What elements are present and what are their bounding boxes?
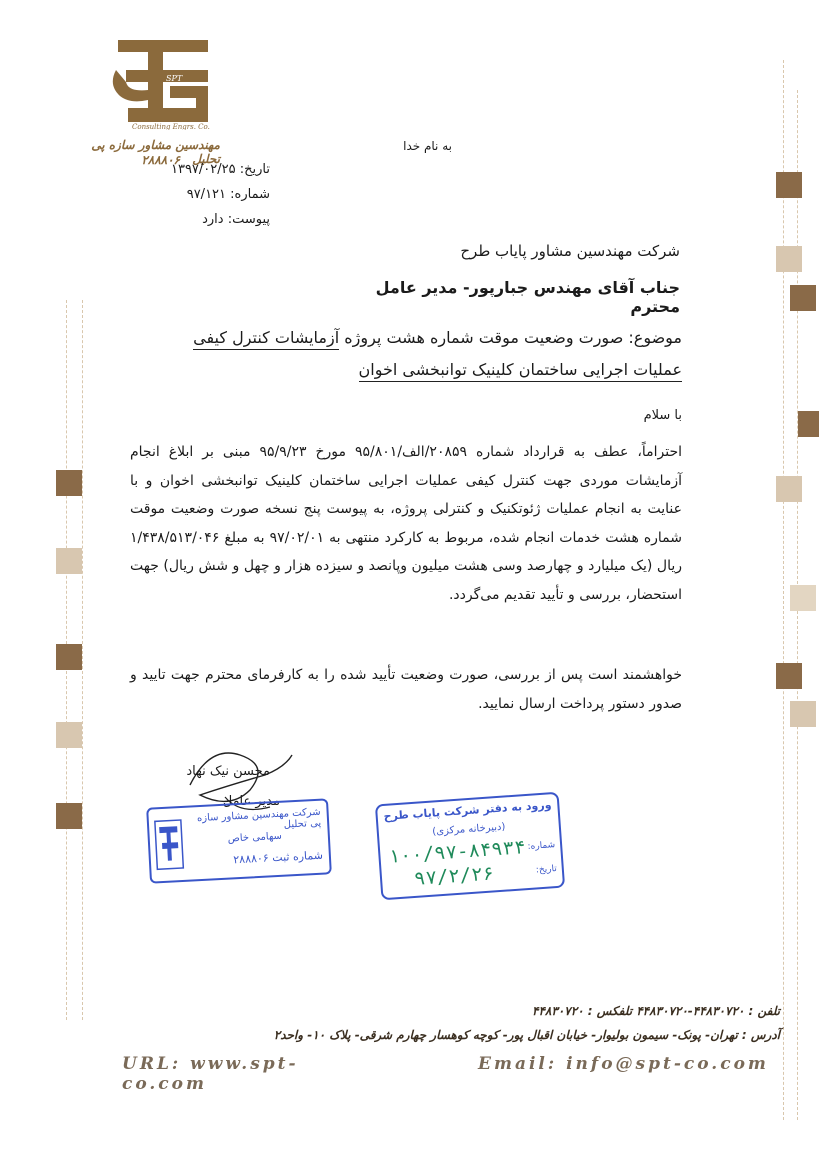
body-paragraph-2: خواهشمند است پس از بررسی، صورت وضعیت تأیید شده را به کارفرمای محترم جهت تایید و صدور دستور پرداخت ارسال نمایید.: [130, 667, 682, 712]
decor-square: [56, 470, 82, 496]
receipt-number-value: ۱۰۰/۹۷-۸۴۹۳۴: [387, 836, 527, 868]
date-value: ۱۳۹۷/۰۲/۲۵: [170, 162, 236, 177]
subject-text-2: عملیات اجرایی ساختمان کلینیک توانبخشی اخوان: [359, 360, 682, 382]
attachment-label: پیوست:: [227, 212, 270, 227]
footer-phone: تلفن : ۴۴۸۳۰۷۲۰-۴۴۸۳۰۷۲۰ تلفکس : ۴۴۸۳۰۷۲۰: [532, 1004, 780, 1018]
date-label: تاریخ:: [239, 162, 270, 177]
decor-square: [790, 585, 816, 611]
decor-square: [776, 246, 802, 272]
decor-square: [56, 644, 82, 670]
decor-square: [790, 285, 816, 311]
seal-emblem-icon: [153, 818, 186, 871]
seal-registration: شماره ثبت ۲۸۸۸۰۶: [232, 848, 324, 867]
receipt-date-label: تاریخ:: [535, 864, 558, 876]
subject-line-2: [280, 360, 682, 379]
company-seal-stamp: [146, 798, 332, 883]
bismillah: به نام خدا: [403, 139, 452, 153]
footer-address: آدرس : تهران- پونک- سیمون بولیوار- خیابان اقبال پور- کوچه کوهسار چهارم شرقی- پلاک ۱۰- واحد۲: [273, 1028, 780, 1042]
attachment-value: دارد: [202, 212, 224, 227]
logo-subtext: Consulting Engrs. Co.: [132, 123, 210, 130]
decor-square: [56, 722, 82, 748]
body-paragraph-1: احتراماً، عطف به قرارداد شماره ۲۰۸۵۹/الف/۹۵/۸۰۱ مورخ ۹۵/۹/۲۳ مبنی بر ابلاغ انجام آزمایشات موردی جهت کنترل کیفی عملیات اجرایی ساختمان کلینیک توانبخشی اخوان و با عنایت به انجام عملیات ژئوتکنیک و کنترلی پروژه، به پیوست پنج نسخه صورت وضعیت موقت شماره هشت خدمات انجام شده، مربوط به کارکرد منتهی به ۹۷/۰۲/۰۱ به مبلغ ۱/۴۳۸/۵۱۳/۰۴۶ ریال (یک میلیارد و چهارصد وسی هشت میلیون وپانصد و سیزده هزار و چهل و شش ریال) جهت استحضار، بررسی و تأیید تقدیم می‌گردد.: [130, 444, 683, 603]
number-value: ۹۷/۱۲۱: [186, 187, 227, 202]
receipt-number-label: شماره:: [527, 840, 556, 852]
signer-name: محسن نیک نهاد: [186, 764, 270, 779]
receipt-stamp-title: ورود به دفتر شرکت پایاب طرح: [383, 798, 552, 823]
decor-square: [56, 548, 82, 574]
decor-square: [790, 701, 816, 727]
footer-url-link[interactable]: URL: www.spt-co.com: [122, 1054, 299, 1094]
number-row: [150, 187, 270, 202]
recipient-person: جناب آقای مهندس جبارپور- مدیر عامل محترم: [375, 278, 680, 316]
date-row: [150, 162, 270, 177]
number-label: شماره:: [230, 187, 270, 202]
attachment-row: [150, 212, 270, 227]
receipt-stamp: [375, 792, 565, 901]
seal-company: شرکت مهندسین مشاور سازه پی تحلیل: [196, 806, 322, 831]
recipient-company: شرکت مهندسین مشاور پایاب طرح: [460, 242, 680, 260]
subject-line-1: [130, 328, 682, 347]
seal-type: سهامی خاص: [227, 830, 283, 845]
salutation: با سلام: [643, 408, 682, 423]
decor-line: [783, 60, 784, 1120]
company-logo: [108, 30, 218, 130]
subject-label: موضوع:: [628, 328, 682, 347]
receipt-stamp-subtitle: (دبیرخانه مرکزی): [431, 821, 506, 838]
letterhead-phone: ۲۸۸۸۰۶: [141, 153, 180, 167]
signer-title: مدیر عامل: [222, 794, 280, 809]
logo-text: SPT: [166, 74, 183, 83]
decor-line: [82, 300, 83, 1020]
decor-square: [776, 172, 802, 198]
receipt-date-value: ۹۷/۲/۲۶: [413, 862, 495, 890]
subject-underlined: آزمایشات کنترل کیفی: [193, 328, 339, 350]
footer-email-link[interactable]: Email: info@spt-co.com: [478, 1054, 769, 1074]
letterhead-company-name: مهندسین مشاور سازه پی تحلیل: [91, 138, 220, 166]
decor-square: [798, 411, 819, 437]
decor-square: [776, 663, 802, 689]
decor-square: [776, 476, 802, 502]
decor-square: [56, 803, 82, 829]
subject-text: صورت وضعیت موقت شماره هشت پروژه: [344, 328, 624, 347]
